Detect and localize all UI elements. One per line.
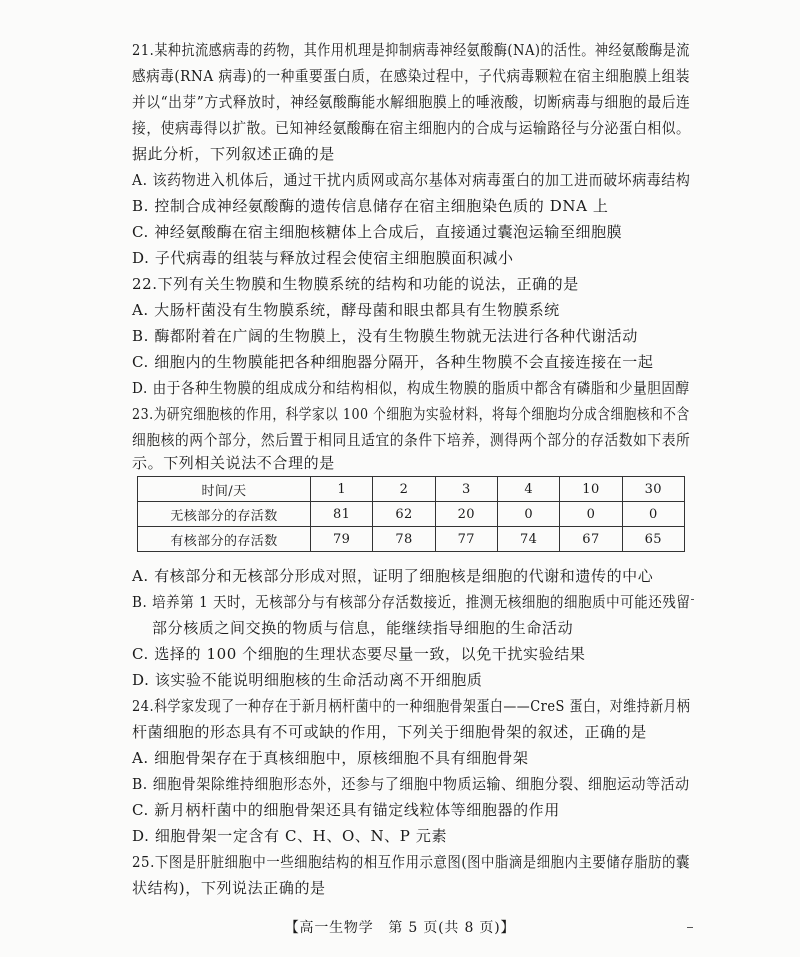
table-cell: 62	[373, 502, 435, 527]
table-cell: 无核部分的存活数	[138, 502, 311, 527]
question-stem-line: 25.下图是肝脏细胞中一些细胞结构的相互作用示意图(图中脂滴是细胞内主要储存脂肪的囊	[132, 853, 690, 871]
question-stem-line: 接，使病毒得以扩散。已知神经氨酸酶在宿主细胞内的合成与运输路径与分泌蛋白相似。	[132, 119, 691, 137]
option-b: B. 细胞骨架除维持细胞形态外，还参与了细胞中物质运输、细胞分裂、细胞运动等活动	[132, 775, 690, 793]
option-c: C. 新月柄杆菌中的细胞骨架还具有锚定线粒体等细胞器的作用	[132, 801, 560, 819]
page-footer: 【高一生物学 第 5 页(共 8 页)】	[284, 920, 516, 936]
option-b: B. 控制合成神经氨酸酶的遗传信息储存在宿主细胞染色质的 DNA 上	[132, 197, 609, 215]
question-stem-line: 并以“出芽”方式释放时，神经氨酸酶能水解细胞膜上的唾液酸，切断病毒与细胞的最后连	[132, 93, 691, 111]
option-c: C. 神经氨酸酶在宿主细胞核糖体上合成后，直接通过囊泡运输至细胞膜	[132, 223, 623, 241]
table-cell: 1	[311, 477, 373, 502]
option-a: A. 细胞骨架存在于真核细胞中，原核细胞不具有细胞骨架	[132, 749, 529, 767]
table-cell: 时间/天	[138, 477, 311, 502]
question-stem-line: 24.科学家发现了一种存在于新月柄杆菌中的一种细胞骨架蛋白——CreS 蛋白，对维持新月柄	[132, 697, 691, 715]
question-stem-line: 示。下列相关说法不合理的是	[132, 454, 335, 472]
table-cell: 67	[560, 527, 622, 552]
table-cell: 0	[497, 502, 559, 527]
question-stem-line: 据此分析，下列叙述正确的是	[132, 145, 335, 163]
table-cell: 81	[311, 502, 373, 527]
table-cell: 3	[435, 477, 497, 502]
question-stem-line: 22.下列有关生物膜和生物膜系统的结构和功能的说法，正确的是	[132, 275, 579, 293]
table-cell: 0	[622, 502, 684, 527]
option-c: C. 选择的 100 个细胞的生理状态要尽量一致，以免干扰实验结果	[132, 645, 586, 663]
option-d: D. 由于各种生物膜的组成成分和结构相似，构成生物膜的脂质中都含有磷脂和少量胆固醇	[132, 379, 690, 397]
table-cell: 79	[311, 527, 373, 552]
survival-table	[137, 476, 685, 552]
table-cell: 30	[622, 477, 684, 502]
table-cell: 2	[373, 477, 435, 502]
question-stem-line: 杆菌细胞的形态具有不可或缺的作用，下列关于细胞骨架的叙述，正确的是	[132, 723, 647, 741]
option-d: D. 子代病毒的组装与释放过程会使宿主细胞膜面积减小	[132, 249, 514, 267]
option-b: B. 培养第 1 天时，无核部分与有核部分存活数接近，推测无核细胞的细胞质中可能还残留	[132, 593, 691, 611]
option-d: D. 该实验不能说明细胞核的生命活动离不开细胞质	[132, 671, 483, 689]
option-a: A. 大肠杆菌没有生物膜系统，酵母菌和眼虫都具有生物膜系统	[132, 301, 560, 319]
table-cell: 20	[435, 502, 497, 527]
table-row	[138, 477, 685, 502]
table-cell: 74	[497, 527, 559, 552]
question-stem-line: 感病毒(RNA 病毒)的一种重要蛋白质，在感染过程中，子代病毒颗粒在宿主细胞膜上组装	[132, 67, 690, 85]
option-c: C. 细胞内的生物膜能把各种细胞器分隔开，各种生物膜不会直接连接在一起	[132, 353, 654, 371]
table-row	[138, 502, 685, 527]
scan-mark	[691, 599, 694, 600]
question-stem-line: 细胞核的两个部分，然后置于相同且适宜的条件下培养，测得两个部分的存活数如下表所	[132, 431, 691, 449]
table-cell: 有核部分的存活数	[138, 527, 311, 552]
table-cell: 65	[622, 527, 684, 552]
table-cell: 0	[560, 502, 622, 527]
option-d: D. 细胞骨架一定含有 C、H、O、N、P 元素	[132, 827, 448, 845]
table-row	[138, 527, 685, 552]
question-stem-line: 23.为研究细胞核的作用，科学家以 100 个细胞为实验材料，将每个细胞均分成含细胞核和不含	[132, 405, 690, 423]
scan-mark	[687, 927, 693, 928]
option-b: B. 酶都附着在广阔的生物膜上，没有生物膜生物就无法进行各种代谢活动	[132, 327, 638, 345]
option-a: A. 有核部分和无核部分形成对照，证明了细胞核是细胞的代谢和遗传的中心	[132, 567, 654, 585]
table-cell: 4	[497, 477, 559, 502]
question-stem-line: 状结构)，下列说法正确的是	[132, 879, 326, 897]
table-cell: 10	[560, 477, 622, 502]
table-cell: 78	[373, 527, 435, 552]
table-cell: 77	[435, 527, 497, 552]
option-b-continued: 部分核质之间交换的物质与信息，能继续指导细胞的生命活动	[152, 619, 574, 637]
question-stem-line: 21.某种抗流感病毒的药物，其作用机理是抑制病毒神经氨酸酶(NA)的活性。神经氨酸酶是流	[132, 41, 690, 59]
option-a: A. 该药物进入机体后，通过干扰内质网或高尔基体对病毒蛋白的加工进而破坏病毒结构	[132, 171, 691, 189]
